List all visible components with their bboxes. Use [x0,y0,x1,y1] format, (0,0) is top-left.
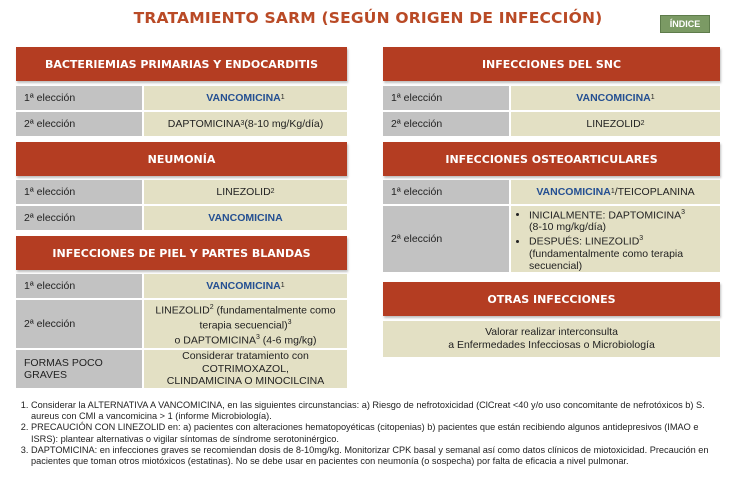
footnote-ref: 3 [255,333,260,341]
list-item [529,233,685,272]
note-text: secuencial) [529,259,583,272]
table-row [16,86,347,110]
section-header-snc: INFECCIONES DEL SNC [383,47,720,81]
drug-name: LINEZOLID [216,185,271,198]
footnote-ref: 2 [640,119,645,127]
row-label: 2ª elección [16,112,142,136]
footnote-ref: 3 [287,318,292,326]
footnote-ref: 2 [209,303,214,311]
footnote-ref: 2 [270,187,275,195]
row-label: FORMAS POCO GRAVES [16,350,142,388]
footnote-ref: 1 [610,187,615,195]
footnotes [16,400,721,467]
table-row [16,300,347,348]
drug-name: VANCOMICINA [576,91,651,104]
footnote-ref: 1 [280,281,285,289]
row-label: 2ª elección [383,112,509,136]
table-row [16,274,347,298]
note-text: (fundamentalmente como terapia [529,247,684,260]
page-title: TRATAMIENTO SARM (SEGÚN ORIGEN DE INFECCIÓN) [133,9,603,27]
row-value [511,206,720,272]
drug-name: VANCOMICINA [536,185,611,198]
note-text: terapia secuencial) [199,319,288,331]
row-label: 2ª elección [16,206,142,230]
otras-body [383,321,720,357]
note-text: (fundamentalmente como [213,304,336,316]
note-text: INICIALMENTE: DAPTOMICINA [529,209,682,221]
table-row [16,350,347,388]
row-value [511,180,720,204]
dose-text: (8-10 mg/Kg/día) [244,117,324,130]
note-text: Valorar realizar interconsulta [485,326,618,338]
dose-text: (8-10 mg/kg/día) [529,221,607,233]
section-header-neumonia: NEUMONÍA [16,142,347,176]
table-row [383,180,720,204]
row-label: 2ª elección [16,300,142,348]
row-value [144,112,347,136]
row-label: 1ª elección [16,180,142,204]
drug-name: VANCOMICINA [206,279,281,292]
footnote-item: 3. DAPTOMICINA: en infecciones graves se recomiendan dosis de 8-10mg/kg. Monitorizar CPK basal y semanal así como datos clínicos de miotoxicidad. Precaución en pacientes que toman otros miotóxicos (estatinas). No se debe usar en pacientes con neumonía (o sospecha) por falta de eficacia a nivel pulmonar. [31,445,721,467]
section-header-otras: OTRAS INFECCIONES [383,282,720,316]
drug-name: VANCOMICINA [206,91,281,104]
footnote-ref: 1 [650,93,655,101]
footnote-item: 1. Considerar la ALTERNATIVA A VANCOMICINA, en las siguientes circunstancias: a) Riesgo de nefrotoxicidad (ClCreat <40 y/o uso concomitante de nefrotóxicos b) S. aureus con CMI a vancomicina > 1 (informe Microbiología). [31,400,721,422]
table-row [16,112,347,136]
row-value [144,274,347,298]
dose-text: (4-6 mg/kg) [259,334,317,346]
row-label: 2ª elección [383,206,509,272]
index-button[interactable]: ÍNDICE [660,15,710,33]
note-text: Considerar tratamiento con COTRIMOXAZOL, [182,350,309,375]
section-header-piel: INFECCIONES DE PIEL Y PARTES BLANDAS [16,236,347,270]
list-item [529,207,685,234]
drug-name: VANCOMICINA [208,211,283,224]
table-row [383,112,720,136]
row-label: 1ª elección [16,274,142,298]
table-row [383,86,720,110]
drug-name: /TEICOPLANINA [614,185,695,198]
row-value [144,86,347,110]
row-label: 1ª elección [383,180,509,204]
row-value [511,86,720,110]
note-text: CLINDAMICINA O MINOCILCINA [166,375,325,388]
drug-name: DAPTOMICINA [183,334,256,346]
drug-name: LINEZOLID [155,304,210,316]
section-header-osteo: INFECCIONES OSTEOARTICULARES [383,142,720,176]
row-value [144,300,347,348]
table-row [16,206,347,230]
row-value [144,180,347,204]
row-label: 1ª elección [16,86,142,110]
section-header-bacteriemias: BACTERIEMIAS PRIMARIAS Y ENDOCARDITIS [16,47,347,81]
footnote-ref: 3 [681,208,685,216]
row-value [511,112,720,136]
row-label: 1ª elección [383,86,509,110]
footnote-ref: 1 [280,93,285,101]
row-value [144,350,347,388]
drug-name: DAPTOMICINA [167,117,241,130]
footnote-item: 2. PRECAUCIÓN CON LINEZOLID en: a) pacientes con alteraciones hematopoyéticas (citopenias) b) pacientes que están recibiendo algunos antidepresivos (IMAO e ISRS): plantear alternativas o vigilar síntomas de síndrome serotoninérgico. [31,422,721,444]
footnote-ref: 3 [240,119,245,127]
drug-name: LINEZOLID [586,117,641,130]
table-row [383,206,720,272]
table-row [16,180,347,204]
bullet-list [515,207,685,272]
row-value [144,206,347,230]
note-text: o [174,334,184,346]
note-text: DESPUÉS: LINEZOLID [529,235,640,248]
footnote-ref: 3 [639,235,644,242]
note-text: a Enfermedades Infecciosas o Microbiología [448,339,655,351]
